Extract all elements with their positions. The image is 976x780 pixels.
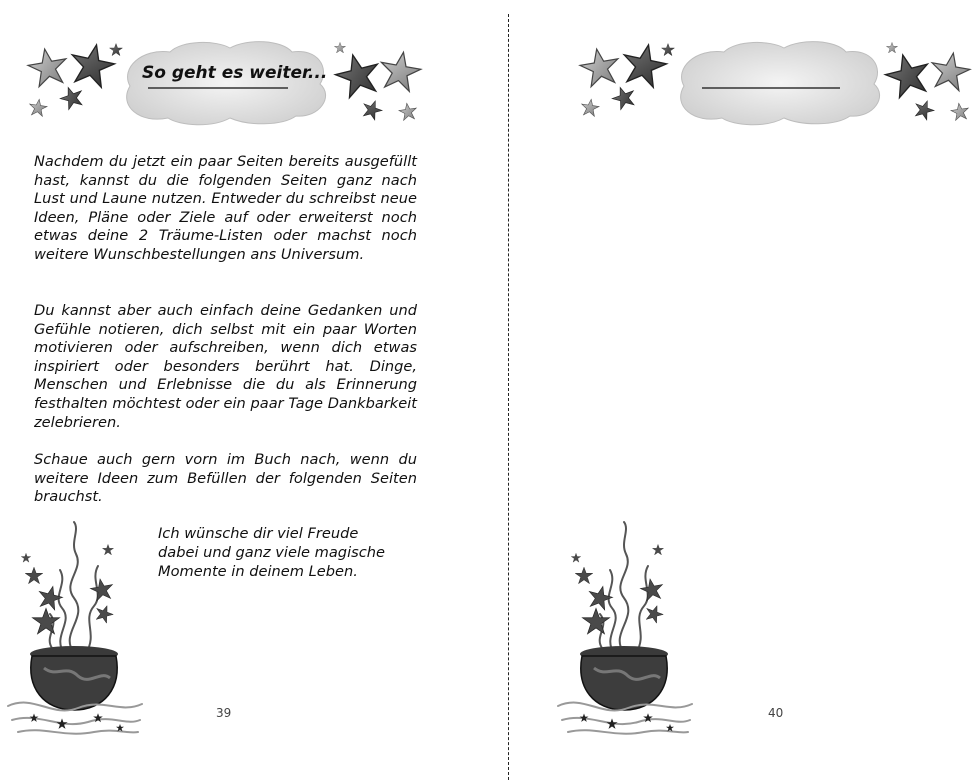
cloud-banner bbox=[127, 42, 326, 125]
cauldron-icon bbox=[4, 518, 144, 740]
page-number: 40 bbox=[768, 706, 784, 720]
text-line: Worten motivieren oder aufschreiben, wenn bbox=[34, 320, 417, 357]
cloud-banner bbox=[681, 42, 880, 125]
text-line: Tage Dankbarkeit zelebrieren. bbox=[34, 394, 418, 431]
text-line: weitere Ideen zum Befüllen der folgenden Seiten bbox=[34, 469, 417, 487]
right-page bbox=[512, 0, 976, 780]
text-line: brauchst. bbox=[34, 488, 103, 506]
text-line: schreibst neue Ideen, Pläne oder Ziele auf oder bbox=[34, 190, 418, 226]
text-line: Erinnerung festhalten möchtest oder ein paar bbox=[34, 376, 417, 412]
paragraph-intro bbox=[34, 153, 417, 265]
paragraph-thoughts bbox=[34, 302, 417, 432]
text-line: ans Universum. bbox=[250, 245, 365, 263]
wish-line: dabei und ganz viele magische bbox=[158, 544, 385, 561]
text-line: ausgefüllt hast, kannst du die folgenden Seiten bbox=[34, 153, 418, 189]
page-title: So geht es weiter... bbox=[142, 63, 328, 83]
star-icon bbox=[571, 544, 665, 634]
text-line: oder machst noch weitere Wunschbestellungen bbox=[34, 227, 417, 263]
text-line: Nachdem du jetzt ein paar Seiten bereits bbox=[34, 153, 340, 170]
text-line: dich etwas inspiriert oder besonders berührt bbox=[34, 339, 417, 375]
paragraph-ideas bbox=[34, 451, 417, 507]
header-decoration bbox=[572, 38, 976, 128]
header-decoration bbox=[20, 38, 430, 128]
page-divider bbox=[508, 14, 509, 780]
text-line: ganz nach Lust und Laune nutzen. Entweder du bbox=[34, 171, 417, 208]
star-icon bbox=[21, 544, 115, 634]
wish-line: Momente in deinem Leben. bbox=[158, 563, 358, 580]
cauldron-icon bbox=[554, 518, 694, 740]
text-line: hat. Dinge, Menschen und Erlebnisse die du als bbox=[34, 357, 418, 394]
wish-line: Ich wünsche dir viel Freude bbox=[158, 525, 359, 542]
text-line: und Gefühle notieren, dich selbst mit ein paar bbox=[34, 302, 417, 338]
text-line: Du kannst aber auch einfach deine Gedanken bbox=[34, 302, 383, 319]
text-line: Schaue auch gern vorn im Buch nach, wenn du bbox=[34, 451, 417, 468]
page-number: 39 bbox=[216, 706, 232, 720]
text-line: erweiterst noch etwas deine 2 Träume-Listen bbox=[34, 208, 417, 245]
